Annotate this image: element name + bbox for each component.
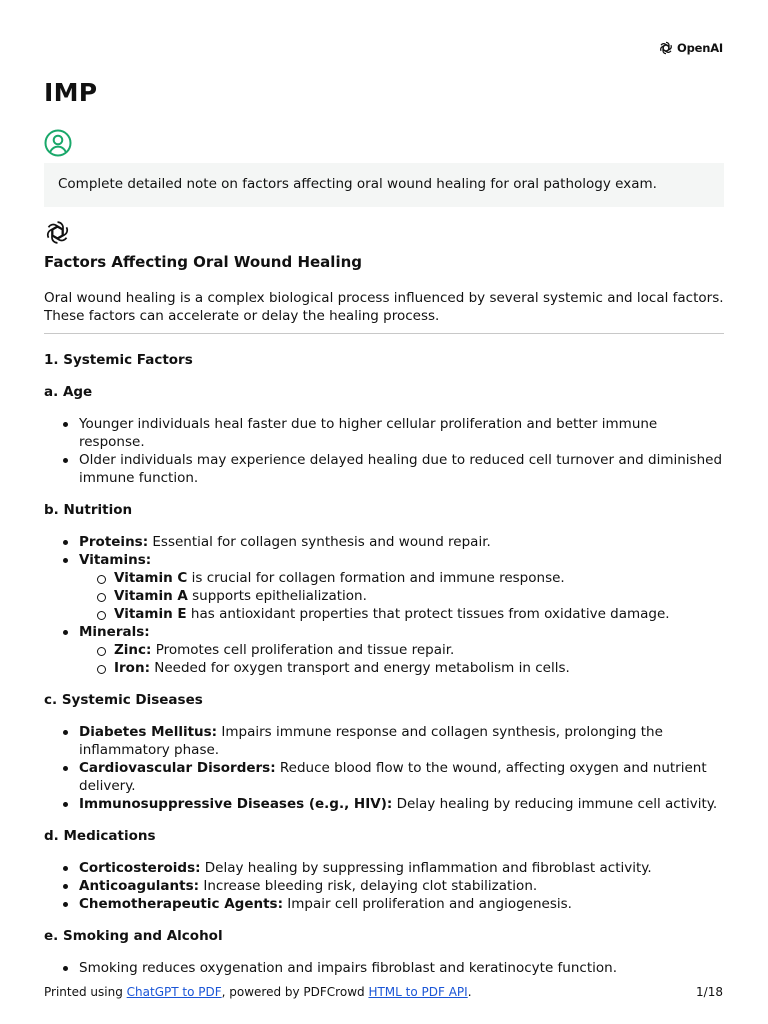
chatgpt-logo-icon <box>44 219 71 246</box>
list-item <box>79 569 724 587</box>
list-item <box>44 723 724 759</box>
nutrition-list <box>44 533 724 677</box>
list-item <box>79 587 724 605</box>
answer-heading: Factors Affecting Oral Wound Healing <box>44 253 362 271</box>
item-text: Essential for collagen synthesis and wound repair. <box>148 534 491 550</box>
item-text: Needed for oxygen transport and energy metabolism in cells. <box>149 660 570 676</box>
page-footer <box>44 985 723 999</box>
list-item <box>44 877 724 895</box>
footer-text: . <box>467 985 472 999</box>
subsection-smoking-alcohol: e. Smoking and Alcohol <box>44 928 223 944</box>
item-label: Minerals: <box>79 624 150 640</box>
item-text: Delay healing by reducing immune cell activity. <box>392 796 718 812</box>
list-item <box>44 895 724 913</box>
list-item <box>44 859 724 877</box>
item-label: Anticoagulants: <box>79 878 200 894</box>
vitamins-list <box>79 569 724 623</box>
list-item <box>44 533 724 551</box>
item-label: Corticosteroids: <box>79 860 201 876</box>
footer-text: Printed using <box>44 985 127 999</box>
item-text: Promotes cell proliferation and tissue repair. <box>151 642 455 658</box>
footer-text: , powered by PDFCrowd <box>221 985 369 999</box>
brand-logo <box>658 40 723 56</box>
answer-intro: Oral wound healing is a complex biological process influenced by several systemic and local factors. These factors can accelerate or delay the healing process. <box>44 290 724 324</box>
item-text: supports epithelialization. <box>187 588 367 604</box>
list-item: Younger individuals heal faster due to higher cellular proliferation and better immune response. <box>44 415 724 451</box>
subsection-age: a. Age <box>44 384 93 400</box>
medications-list <box>44 859 724 913</box>
subsection-systemic-diseases: c. Systemic Diseases <box>44 692 203 708</box>
item-label: Vitamin A <box>114 588 188 604</box>
subsection-medications: d. Medications <box>44 828 156 844</box>
list-item <box>79 641 724 659</box>
minerals-list <box>79 641 724 677</box>
diseases-list <box>44 723 724 813</box>
item-label: Chemotherapeutic Agents: <box>79 896 283 912</box>
list-item <box>44 759 724 795</box>
list-item <box>44 795 724 813</box>
footer-credit <box>44 985 472 999</box>
page-title: IMP <box>44 78 98 107</box>
openai-logo-icon <box>658 40 674 56</box>
item-text: Increase bleeding risk, delaying clot stabilization. <box>199 878 538 894</box>
item-label: Cardiovascular Disorders: <box>79 760 276 776</box>
item-label: Proteins: <box>79 534 149 550</box>
list-item: Smoking reduces oxygenation and impairs fibroblast and keratinocyte function. <box>44 959 724 977</box>
age-list <box>44 415 724 487</box>
user-avatar-icon <box>44 129 72 157</box>
chatgpt-to-pdf-link[interactable]: ChatGPT to PDF <box>126 985 222 999</box>
item-label: Vitamins: <box>79 552 152 568</box>
assistant-answer <box>44 252 724 991</box>
item-label: Diabetes Mellitus: <box>79 724 218 740</box>
divider <box>44 333 724 334</box>
brand-name: OpenAI <box>677 41 723 55</box>
item-label: Vitamin E <box>114 606 187 622</box>
html-to-pdf-api-link[interactable]: HTML to PDF API <box>368 985 468 999</box>
subsection-nutrition: b. Nutrition <box>44 502 133 518</box>
item-text: is crucial for collagen formation and immune response. <box>187 570 565 586</box>
item-text: Impair cell proliferation and angiogenesis. <box>282 896 572 912</box>
smoking-list <box>44 959 724 977</box>
item-text: Delay healing by suppressing inflammation and fibroblast activity. <box>200 860 652 876</box>
list-item <box>44 623 724 677</box>
list-item <box>79 659 724 677</box>
section-systemic-factors: 1. Systemic Factors <box>44 352 193 368</box>
list-item <box>44 551 724 623</box>
user-prompt <box>44 163 724 207</box>
item-text: has antioxidant properties that protect tissues from oxidative damage. <box>186 606 670 622</box>
item-label: Vitamin C <box>114 570 188 586</box>
item-label: Iron: <box>114 660 150 676</box>
list-item: Older individuals may experience delayed healing due to reduced cell turnover and diminished immune function. <box>44 451 724 487</box>
item-label: Immunosuppressive Diseases (e.g., HIV): <box>79 796 393 812</box>
item-text: Reduce blood flow to the wound, affecting oxygen and nutrient delivery. <box>79 760 707 794</box>
item-text: Impairs immune response and collagen synthesis, prolonging the inflammatory phase. <box>79 724 663 758</box>
item-label: Zinc: <box>114 642 152 658</box>
user-prompt-text: Complete detailed note on factors affecting oral wound healing for oral pathology exam. <box>58 176 657 192</box>
list-item <box>79 605 724 623</box>
page-number: 1/18 <box>696 985 723 999</box>
